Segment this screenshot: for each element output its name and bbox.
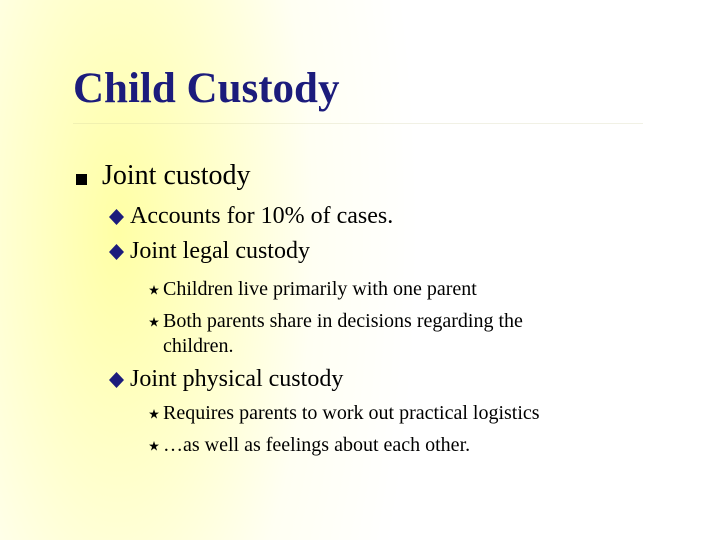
square-bullet-icon (76, 174, 87, 185)
diamond-bullet-icon (108, 208, 125, 226)
bullet-requires: Requires parents to work out practical logistics (163, 402, 540, 424)
star-bullet-icon (149, 441, 159, 451)
diamond-bullet-icon (108, 243, 125, 261)
bullet-share-decisions-cont: children. (163, 335, 234, 357)
star-bullet-icon (149, 317, 159, 327)
title-divider (73, 123, 643, 124)
bullet-joint-custody: Joint custody (102, 160, 251, 191)
star-bullet-icon (149, 409, 159, 419)
bullet-accounts: Accounts for 10% of cases. (130, 203, 394, 229)
bullet-joint-legal: Joint legal custody (130, 238, 310, 264)
star-bullet-icon (149, 285, 159, 295)
diamond-bullet-icon (108, 371, 125, 389)
bullet-share-decisions: Both parents share in decisions regarding the (163, 310, 523, 332)
bullet-joint-physical: Joint physical custody (130, 366, 344, 392)
bullet-live-primarily: Children live primarily with one parent (163, 278, 477, 300)
slide-title: Child Custody (73, 65, 340, 112)
bullet-feelings: …as well as feelings about each other. (163, 434, 471, 456)
